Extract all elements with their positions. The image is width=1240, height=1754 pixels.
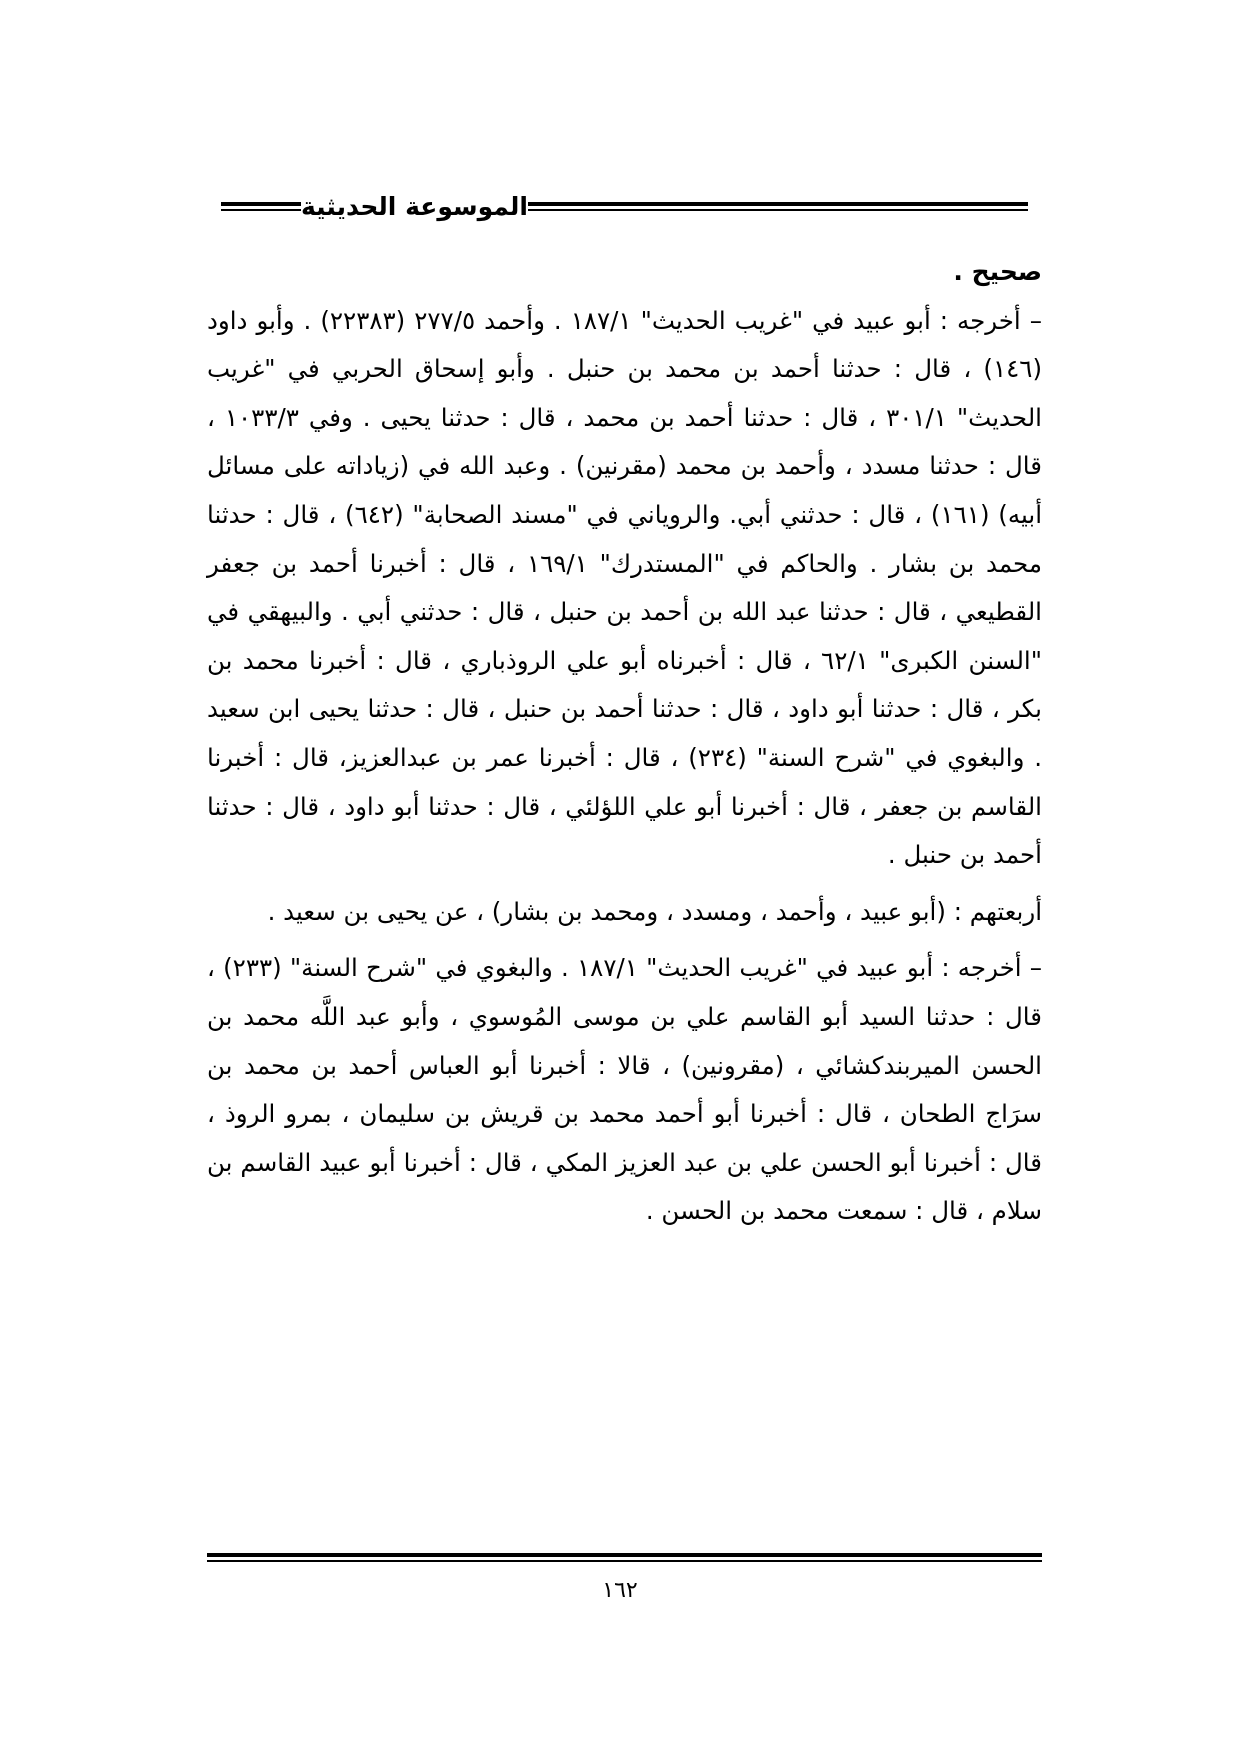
page-body xyxy=(207,248,1042,1236)
paragraph-1: – أخرجه : أبو عبيد في "غريب الحديث" ١٨٧/١ . وأحمد ٢٧٧/٥ (٢٢٣٨٣) . وأبو داود (١٤٦) ، قال : حدثنا أحمد بن محمد بن حنبل . وأبو إسحاق الحربي في "غريب الحديث" ٣٠١/١ ، قال : حدثنا أحمد بن محمد ، قال : حدثنا يحيى . وفي ١٠٣٣/٣ ، قال : حدثنا مسدد ، وأحمد بن محمد (مقرنين) . وعبد الله في (زياداته على مسائل أبيه) (١٦١) ، قال : حدثني أبي. والروياني في "مسند الصحابة" (٦٤٢) ، قال : حدثنا محمد بن بشار . والحاكم في "المستدرك" ١٦٩/١ ، قال : أخبرنا أحمد بن جعفر القطيعي ، قال : حدثنا عبد الله بن أحمد بن حنبل ، قال : حدثني أبي . والبيهقي في "السنن الكبرى" ٦٢/١ ، قال : أخبرناه أبو علي الروذباري ، قال : أخبرنا محمد بن بكر ، قال : حدثنا أبو داود ، قال : حدثنا أحمد بن حنبل ، قال : حدثنا يحيى ابن سعيد . والبغوي في "شرح السنة" (٢٣٤) ، قال : أخبرنا عمر بن عبدالعزيز، قال : أخبرنا القاسم بن جعفر ، قال : أخبرنا أبو علي اللؤلئي ، قال : حدثنا أبو داود ، قال : حدثنا أحمد بن حنبل . xyxy=(207,305,1043,870)
paragraph-3: – أخرجه : أبو عبيد في "غريب الحديث" ١٨٧/١ . والبغوي في "شرح السنة" (٢٣٣) ، قال : حدثنا السيد أبو القاسم علي بن موسى المُوسوي ، وأبو عبد اللَّه محمد بن الحسن الميربندكشائي ، (مقرونين) ، قالا : أخبرنا أبو العباس أحمد بن محمد بن سرَاج الطحان ، قال : أخبرنا أبو أحمد محمد بن قريش بن سليمان ، بمرو الروذ ، قال : أخبرنا أبو الحسن علي بن عبد العزيز المكي ، قال : أخبرنا أبو عبيد القاسم بن سلام ، قال : سمعت محمد بن الحسن . xyxy=(207,953,1042,1226)
running-header xyxy=(207,186,1042,226)
page-number: ١٦٢ xyxy=(602,1578,638,1603)
grading-heading: صحيح . xyxy=(953,257,1042,286)
paragraph-2: أربعتهم : (أبو عبيد ، وأحمد ، ومسدد ، ومحمد بن بشار) ، عن يحيى بن سعيد . xyxy=(267,896,1042,926)
header-title: الموسوعة الحديثية xyxy=(301,191,528,221)
footer-rule xyxy=(207,1553,1042,1562)
header-rule-short xyxy=(221,202,301,211)
header-rule-long xyxy=(528,202,1028,211)
footer xyxy=(207,1553,1042,1562)
